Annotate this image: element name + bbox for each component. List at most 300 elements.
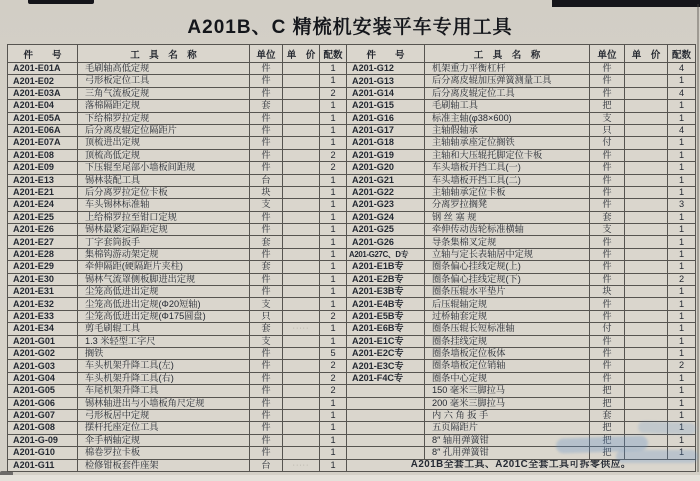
price-cell [625,434,668,446]
tool-name-cell: 机架重力平衡杠杆 [425,63,590,75]
col-header-part-no-left: 件 号 [8,45,78,63]
qty-cell: 1 [668,75,696,87]
tool-name-cell: 导条集棉叉定规 [425,236,590,248]
unit-cell: 件 [250,385,283,397]
unit-cell: 把 [590,385,625,397]
unit-cell: 件 [250,75,283,87]
price-cell [283,199,320,211]
qty-cell: 1 [668,261,696,273]
part-no-cell: A201-E01A [8,63,78,75]
tool-name-cell: 牵伸传动齿轮标准横轴 [425,224,590,236]
qty-cell: 2 [320,360,347,372]
part-no-cell: A201-E31 [8,286,78,298]
tool-name-cell: 立轴与定长表轴居中定规 [425,248,590,260]
unit-cell: 件 [250,112,283,124]
qty-cell: 1 [320,100,347,112]
table-row [8,372,696,384]
price-cell [625,261,668,273]
price-cell [625,186,668,198]
part-no-cell: A201-E30 [8,273,78,285]
qty-cell: 1 [668,422,696,434]
unit-cell: 套 [250,323,283,335]
tools-table [7,44,696,472]
table-row [8,459,696,471]
price-cell [283,186,320,198]
qty-cell: 2 [668,360,696,372]
tool-name-cell: 锡林最紧定隔距定规 [78,224,250,236]
unit-cell: 件 [590,273,625,285]
part-no-cell: A201-F4C专 [347,372,425,384]
tool-name-cell: 锡林轴进出与小墙板角尺定规 [78,397,250,409]
unit-cell: 支 [250,199,283,211]
qty-cell: 1 [320,174,347,186]
part-no-cell: A201-G25 [347,224,425,236]
tool-name-cell: 圈条偏心挂线定规(下) [425,273,590,285]
part-no-cell: A201-G17 [347,124,425,136]
tool-name-cell: 后分离罗拉定位卡板 [78,186,250,198]
part-no-cell: A201-E09 [8,162,78,174]
page-edge-shadow [697,4,699,472]
price-cell [283,286,320,298]
unit-cell: 件 [250,87,283,99]
price-cell [283,397,320,409]
price-cell [283,248,320,260]
col-header-price-left: 单 价 [283,45,320,63]
price-cell [283,236,320,248]
part-no-cell: A201-E07A [8,137,78,149]
price-cell [625,409,668,421]
part-no-cell: A201-G11 [8,459,78,471]
qty-cell: 1 [320,63,347,75]
part-no-cell: A201-E1B专 [347,261,425,273]
unit-cell: 件 [590,261,625,273]
part-no-cell [347,409,425,421]
qty-cell: 1 [320,236,347,248]
part-no-cell: A201-E6B专 [347,323,425,335]
part-no-cell [347,422,425,434]
qty-cell: 2 [320,149,347,161]
price-cell [283,211,320,223]
tool-name-cell: 下压辊至尾部小墙板间距规 [78,162,250,174]
qty-cell: 1 [320,224,347,236]
tool-name-cell: 标准主轴(φ38×600) [425,112,590,124]
part-no-cell: A201-G-09 [8,434,78,446]
tool-name-cell: 顶梳进出定规 [78,137,250,149]
table-row [8,409,696,421]
part-no-cell: A201-G03 [8,360,78,372]
price-cell [625,137,668,149]
part-no-cell [347,385,425,397]
qty-cell: 1 [320,137,347,149]
unit-cell: 把 [590,434,625,446]
table-row [8,112,696,124]
tool-name-cell: 伞手柄轴定规 [78,434,250,446]
qty-cell: 4 [668,124,696,136]
unit-cell: 件 [590,372,625,384]
qty-cell: 1 [668,224,696,236]
qty-cell: 1 [320,75,347,87]
tool-name-cell: 上给棉罗拉至钳口定规 [78,211,250,223]
tool-name-cell: 圈条墙板定位板体 [425,347,590,359]
qty-cell: 1 [668,149,696,161]
qty-cell: 3 [668,199,696,211]
table-row [8,385,696,397]
tool-name-cell: 8″ 轴用弹簧钳 [425,434,590,446]
part-no-cell: A201-E02 [8,75,78,87]
table-header [8,45,696,63]
tool-name-cell: 车头机架升降工具(左) [78,360,250,372]
part-no-cell: A201-E05A [8,112,78,124]
col-header-tool-name-left: 工 具 名 称 [78,45,250,63]
tool-name-cell: 毛刷轴高低定规 [78,63,250,75]
price-cell [283,100,320,112]
price-cell [625,422,668,434]
part-no-cell: A201-G16 [347,112,425,124]
unit-cell: 把 [590,422,625,434]
table-row [8,434,696,446]
page-title: A201B、C 精梳机安装平车专用工具 [187,17,513,38]
table-row [8,323,696,335]
qty-cell: 1 [320,422,347,434]
part-no-cell: A201-E34 [8,323,78,335]
price-cell [625,310,668,322]
qty-cell: 1 [668,248,696,260]
unit-cell: 件 [250,360,283,372]
unit-cell: 件 [250,149,283,161]
table-row [8,211,696,223]
qty-cell: 1 [320,335,347,347]
unit-cell: 套 [590,211,625,223]
part-no-cell: A201-E2C专 [347,347,425,359]
part-no-cell: A201-G26 [347,236,425,248]
table-row [8,162,696,174]
unit-cell: 件 [590,335,625,347]
price-cell [625,335,668,347]
tool-name-cell: 下给棉罗拉定规 [78,112,250,124]
tool-name-cell: 圈条墙板定位销轴 [425,360,590,372]
part-no-cell: A201-G15 [347,100,425,112]
price-cell [283,137,320,149]
table-row [8,199,696,211]
part-no-cell: A201-E3C专 [347,360,425,372]
qty-cell: 1 [668,409,696,421]
table-body [8,63,696,472]
unit-cell: 件 [590,162,625,174]
part-no-cell: A201-G18 [347,137,425,149]
unit-cell: 件 [590,75,625,87]
tool-name-cell: 五页隔距片 [425,422,590,434]
price-cell [283,347,320,359]
qty-cell: 2 [668,273,696,285]
price-cell [283,87,320,99]
price-cell [625,236,668,248]
part-no-cell: A201-E1C专 [347,335,425,347]
unit-cell: 件 [590,236,625,248]
part-no-cell: A201-G13 [347,75,425,87]
qty-cell: 1 [320,186,347,198]
qty-cell: 1 [320,434,347,446]
price-cell [283,310,320,322]
price-cell [625,63,668,75]
price-cell [625,162,668,174]
part-no-cell: A201-E29 [8,261,78,273]
part-no-cell: A201-E33 [8,310,78,322]
table-row [8,273,696,285]
tool-name-cell: 圈条中心定规 [425,372,590,384]
table-row [8,224,696,236]
price-cell [625,385,668,397]
qty-cell: 1 [668,211,696,223]
unit-cell: 件 [250,409,283,421]
tool-name-cell: 车头锡林标准轴 [78,199,250,211]
table-row [8,447,696,459]
table-row [8,137,696,149]
unit-cell: 台 [250,174,283,186]
price-cell [625,273,668,285]
part-no-cell: A201-E03A [8,87,78,99]
unit-cell: 把 [590,100,625,112]
tool-name-cell: 后分离皮辊定位隔距片 [78,124,250,136]
header-row [8,45,696,63]
part-no-cell: A201-E28 [8,248,78,260]
tool-name-cell: 尘笼高低进出定规 [78,286,250,298]
qty-cell: 1 [668,100,696,112]
unit-cell: 套 [590,409,625,421]
qty-cell: 1 [320,261,347,273]
price-cell [625,87,668,99]
qty-cell: 1 [668,372,696,384]
price-cell [283,75,320,87]
price-cell [625,124,668,136]
unit-cell: 件 [250,162,283,174]
part-no-cell: A201-G04 [8,372,78,384]
part-no-cell: A201-E4B专 [347,298,425,310]
unit-cell: 块 [590,286,625,298]
qty-cell: 1 [320,298,347,310]
col-header-part-no-right: 件 号 [347,45,425,63]
price-cell [625,211,668,223]
tool-name-cell: 圈条压辊水平垫片 [425,286,590,298]
part-no-cell [347,447,425,459]
qty-cell: 1 [320,409,347,421]
price-cell: ····· [283,459,320,471]
part-no-cell: A201-G24 [347,211,425,223]
table-row [8,75,696,87]
tool-name-cell: 钢 丝 塞 规 [425,211,590,223]
qty-cell: 2 [320,385,347,397]
unit-cell: 件 [250,447,283,459]
table-row [8,248,696,260]
table-row [8,186,696,198]
part-no-cell: A201-G06 [8,397,78,409]
unit-cell: 件 [250,422,283,434]
tool-name-cell: 内 六 角 扳 手 [425,409,590,421]
tool-name-cell: 分离罗拉搁凳 [425,199,590,211]
unit-cell: 付 [590,137,625,149]
unit-cell: 付 [590,323,625,335]
price-cell [283,261,320,273]
unit-cell: 支 [590,224,625,236]
part-no-cell: A201-G22 [347,186,425,198]
unit-cell: 件 [250,211,283,223]
unit-cell: 把 [590,397,625,409]
table-row [8,298,696,310]
part-no-cell: A201-E06A [8,124,78,136]
qty-cell: 1 [320,112,347,124]
qty-cell: 1 [668,112,696,124]
qty-cell: 4 [668,63,696,75]
tool-name-cell: 主轴假轴承 [425,124,590,136]
part-no-cell: A201-E3B专 [347,286,425,298]
part-no-cell: A201-G19 [347,149,425,161]
table-row [8,335,696,347]
unit-cell: 件 [250,63,283,75]
unit-cell: 件 [250,286,283,298]
tool-name-cell: 200 毫米三脚拉马 [425,397,590,409]
tool-name-cell: 尘笼高低进出定规(Φ20短轴) [78,298,250,310]
table-row [8,63,696,75]
unit-cell: 套 [250,100,283,112]
unit-cell: 件 [250,372,283,384]
price-cell [283,335,320,347]
qty-cell: 1 [320,273,347,285]
price-cell [283,385,320,397]
unit-cell: 件 [590,310,625,322]
table-row [8,360,696,372]
tool-name-cell: 顶梳高低定规 [78,149,250,161]
tool-name-cell: 过桥轴套定规 [425,310,590,322]
tool-name-cell: 三角气流板定规 [78,87,250,99]
price-cell [283,434,320,446]
price-cell [283,224,320,236]
qty-cell: 5 [320,347,347,359]
scan-artifact-top-right [552,0,700,7]
table-row [8,347,696,359]
unit-cell: 件 [590,186,625,198]
qty-cell: 2 [320,87,347,99]
qty-cell: 4 [668,87,696,99]
part-no-cell: A201-E13 [8,174,78,186]
qty-cell: 1 [320,124,347,136]
tool-name-cell: 150 毫米三脚拉马 [425,385,590,397]
tool-name-cell: 弓形板居中定规 [78,409,250,421]
qty-cell: 1 [668,323,696,335]
unit-cell: 件 [590,63,625,75]
unit-cell: 件 [590,298,625,310]
unit-cell: 支 [590,112,625,124]
price-cell [283,174,320,186]
qty-cell: 2 [320,162,347,174]
price-cell [625,397,668,409]
part-no-cell: A201-E25 [8,211,78,223]
qty-cell: 1 [320,459,347,471]
qty-cell: 1 [320,447,347,459]
qty-cell: 2 [320,372,347,384]
qty-cell: 1 [668,434,696,446]
price-cell [283,124,320,136]
price-cell [625,199,668,211]
col-header-unit-right: 单位 [590,45,625,63]
col-header-price-right: 单 价 [625,45,668,63]
price-cell [283,298,320,310]
part-no-cell: A201-E08 [8,149,78,161]
tool-name-cell: 摆杆托座定位工具 [78,422,250,434]
tool-name-cell: 8″ 孔用弹簧钳 [425,447,590,459]
part-no-cell: A201-G05 [8,385,78,397]
col-header-unit-left: 单位 [250,45,283,63]
table-row [8,149,696,161]
unit-cell: 套 [250,261,283,273]
unit-cell: 把 [590,447,625,459]
unit-cell: 件 [590,174,625,186]
tool-name-cell: 车头机架升降工具(右) [78,372,250,384]
scan-artifact-top-left [28,0,94,4]
price-cell [625,149,668,161]
col-header-qty-left: 配数 [320,45,347,63]
unit-cell: 件 [250,434,283,446]
tool-name-cell: 圈条挂线定规 [425,335,590,347]
qty-cell: 1 [320,211,347,223]
unit-cell: 件 [590,199,625,211]
part-no-cell: A201-G01 [8,335,78,347]
qty-cell: 1 [668,286,696,298]
tool-name-cell: 1.3 米轻型工字尺 [78,335,250,347]
part-no-cell: A201-G27C、D专 [347,248,425,260]
table-row [8,100,696,112]
footer-note-cell: A201B全套工具、A201C全套工具可拆零供应。 [347,459,696,471]
qty-cell: 1 [668,162,696,174]
tool-name-cell: 后压辊轴定规 [425,298,590,310]
tool-name-cell: 剪毛刷辊工具 [78,323,250,335]
price-cell [283,149,320,161]
tool-name-cell: 毛刷轴工具 [425,100,590,112]
table-row [8,286,696,298]
price-cell [283,409,320,421]
part-no-cell: A201-E21 [8,186,78,198]
tool-name-cell: 落棉隔距定规 [78,100,250,112]
price-cell [283,372,320,384]
unit-cell: 件 [250,124,283,136]
unit-cell: 件 [250,347,283,359]
tool-name-cell: 圈条偏心挂线定规(上) [425,261,590,273]
part-no-cell: A201-E24 [8,199,78,211]
part-no-cell: A201-E2B专 [347,273,425,285]
unit-cell: 件 [250,397,283,409]
unit-cell: 件 [590,149,625,161]
part-no-cell: A201-G10 [8,447,78,459]
qty-cell: 1 [320,286,347,298]
price-cell [283,447,320,459]
col-header-tool-name-right: 工 具 名 称 [425,45,590,63]
qty-cell: 1 [320,397,347,409]
price-cell [283,63,320,75]
price-cell [283,360,320,372]
qty-cell: 1 [320,323,347,335]
unit-cell: 支 [250,335,283,347]
price-cell [625,298,668,310]
qty-cell: 1 [668,385,696,397]
price-cell [625,323,668,335]
qty-cell: 2 [320,310,347,322]
qty-cell: 1 [668,397,696,409]
unit-cell: 只 [250,310,283,322]
part-no-cell: A201-E32 [8,298,78,310]
tool-name-cell: 车头墙板开挡工具(二) [425,174,590,186]
part-no-cell: A201-E04 [8,100,78,112]
price-cell [625,75,668,87]
tool-name-cell: 车尾机架升降工具 [78,385,250,397]
table-row [8,236,696,248]
